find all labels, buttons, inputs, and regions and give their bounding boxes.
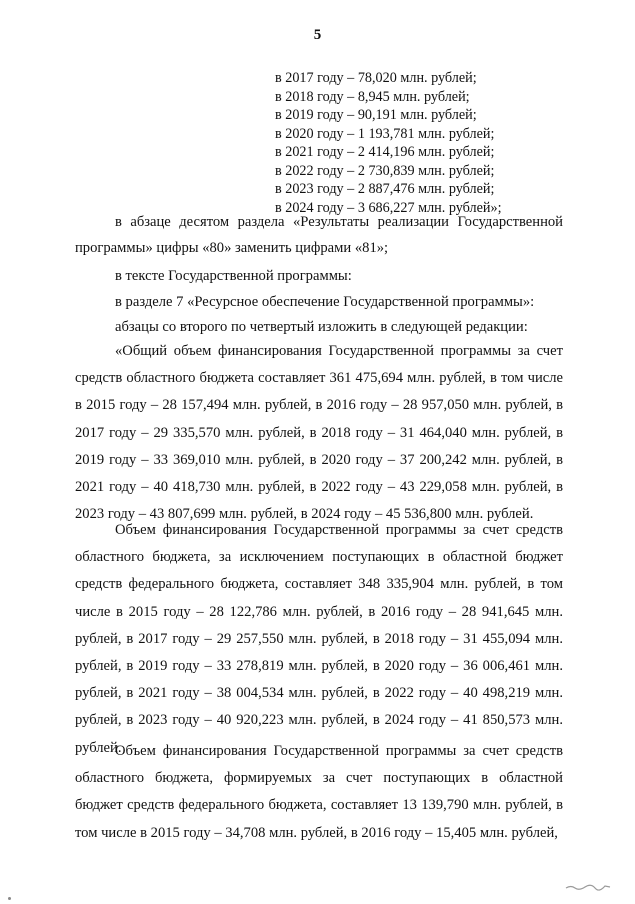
paragraph-razdel-7: в разделе 7 «Ресурсное обеспечение Государственной программы»:: [115, 294, 535, 310]
scan-artifact-icon: [565, 883, 611, 891]
list-item: в 2017 году – 78,020 млн. рублей;: [275, 70, 477, 86]
paragraph-abzacy: абзацы со второго по четвертый изложить в следующей редакции:: [115, 319, 528, 335]
list-item: в 2023 году – 2 887,476 млн. рублей;: [275, 181, 495, 197]
paragraph-obshiy-obem: «Общий объем финансирования Государственной программы за счет средств областного бюджета составляет 361 475,694 млн. рублей, в том числе в 2015 году – 28 157,494 млн. рублей, в 2016 году – 28 957,050 млн. рублей, в 2017 году – 29 335,570 млн. рублей, в 2018 году – 31 464,040 млн. рублей, в 2019 году – 33 369,010 млн. рублей, в 2020 году – 37 200,242 млн. рублей, в 2021 году – 40 418,730 млн. рублей, в 2022 году – 43 229,058 млн. рублей, в 2023 году – 43 807,699 млн. рублей, в 2024 году – 45 536,800 млн. рублей.: [75, 343, 563, 523]
year-funding-list: [275, 69, 595, 217]
scan-dot-icon: [8, 897, 11, 900]
page-number: 5: [313, 27, 322, 43]
paragraph-obem-bez-federalnogo: Объем финансирования Государственной программы за счет средств областного бюджета, за исключением поступающих в областной бюджет средств федерального бюджета, составляет 348 335,904 млн. рублей, в том числе в 2015 году – 28 122,786 млн. рублей, в 2016 году – 28 941,645 млн. рублей, в 2017 году – 29 257,550 млн. рублей, в 2018 году – 31 455,094 млн. рублей, в 2019 году – 33 278,819 млн. рублей, в 2020 году – 36 006,461 млн. рублей, в 2021 году – 38 004,534 млн. рублей, в 2022 году – 40 498,219 млн. рублей, в 2023 году – 40 920,223 млн. рублей, в 2024 году – 41 850,573 млн. рублей.: [75, 522, 563, 756]
list-item: в 2022 году – 2 730,839 млн. рублей;: [275, 162, 495, 179]
paragraph-obem-federalny: Объем финансирования Государственной программы за счет средств областного бюджета, формируемых за счет поступающих в областной бюджет средств федерального бюджета, составляет 13 139,790 млн. рублей, в том числе в 2015 году – 34,708 млн. рублей, в 2016 году – 15,405 млн. рублей,: [75, 743, 563, 841]
list-item: в 2021 году – 2 414,196 млн. рублей;: [275, 144, 495, 160]
list-item: в 2024 году – 3 686,227 млн. рублей»;: [275, 199, 502, 216]
paragraph-v-tekste: в тексте Государственной программы:: [115, 268, 352, 284]
paragraph-abzac-desyatom: в абзаце десятом раздела «Результаты реализации Государственной программы» цифры «80» заменить цифрами «81»;: [75, 214, 563, 256]
list-item: в 2020 году – 1 193,781 млн. рублей;: [275, 125, 495, 142]
list-item: в 2018 году – 8,945 млн. рублей;: [275, 88, 470, 105]
list-item: в 2019 году – 90,191 млн. рублей;: [275, 107, 477, 123]
